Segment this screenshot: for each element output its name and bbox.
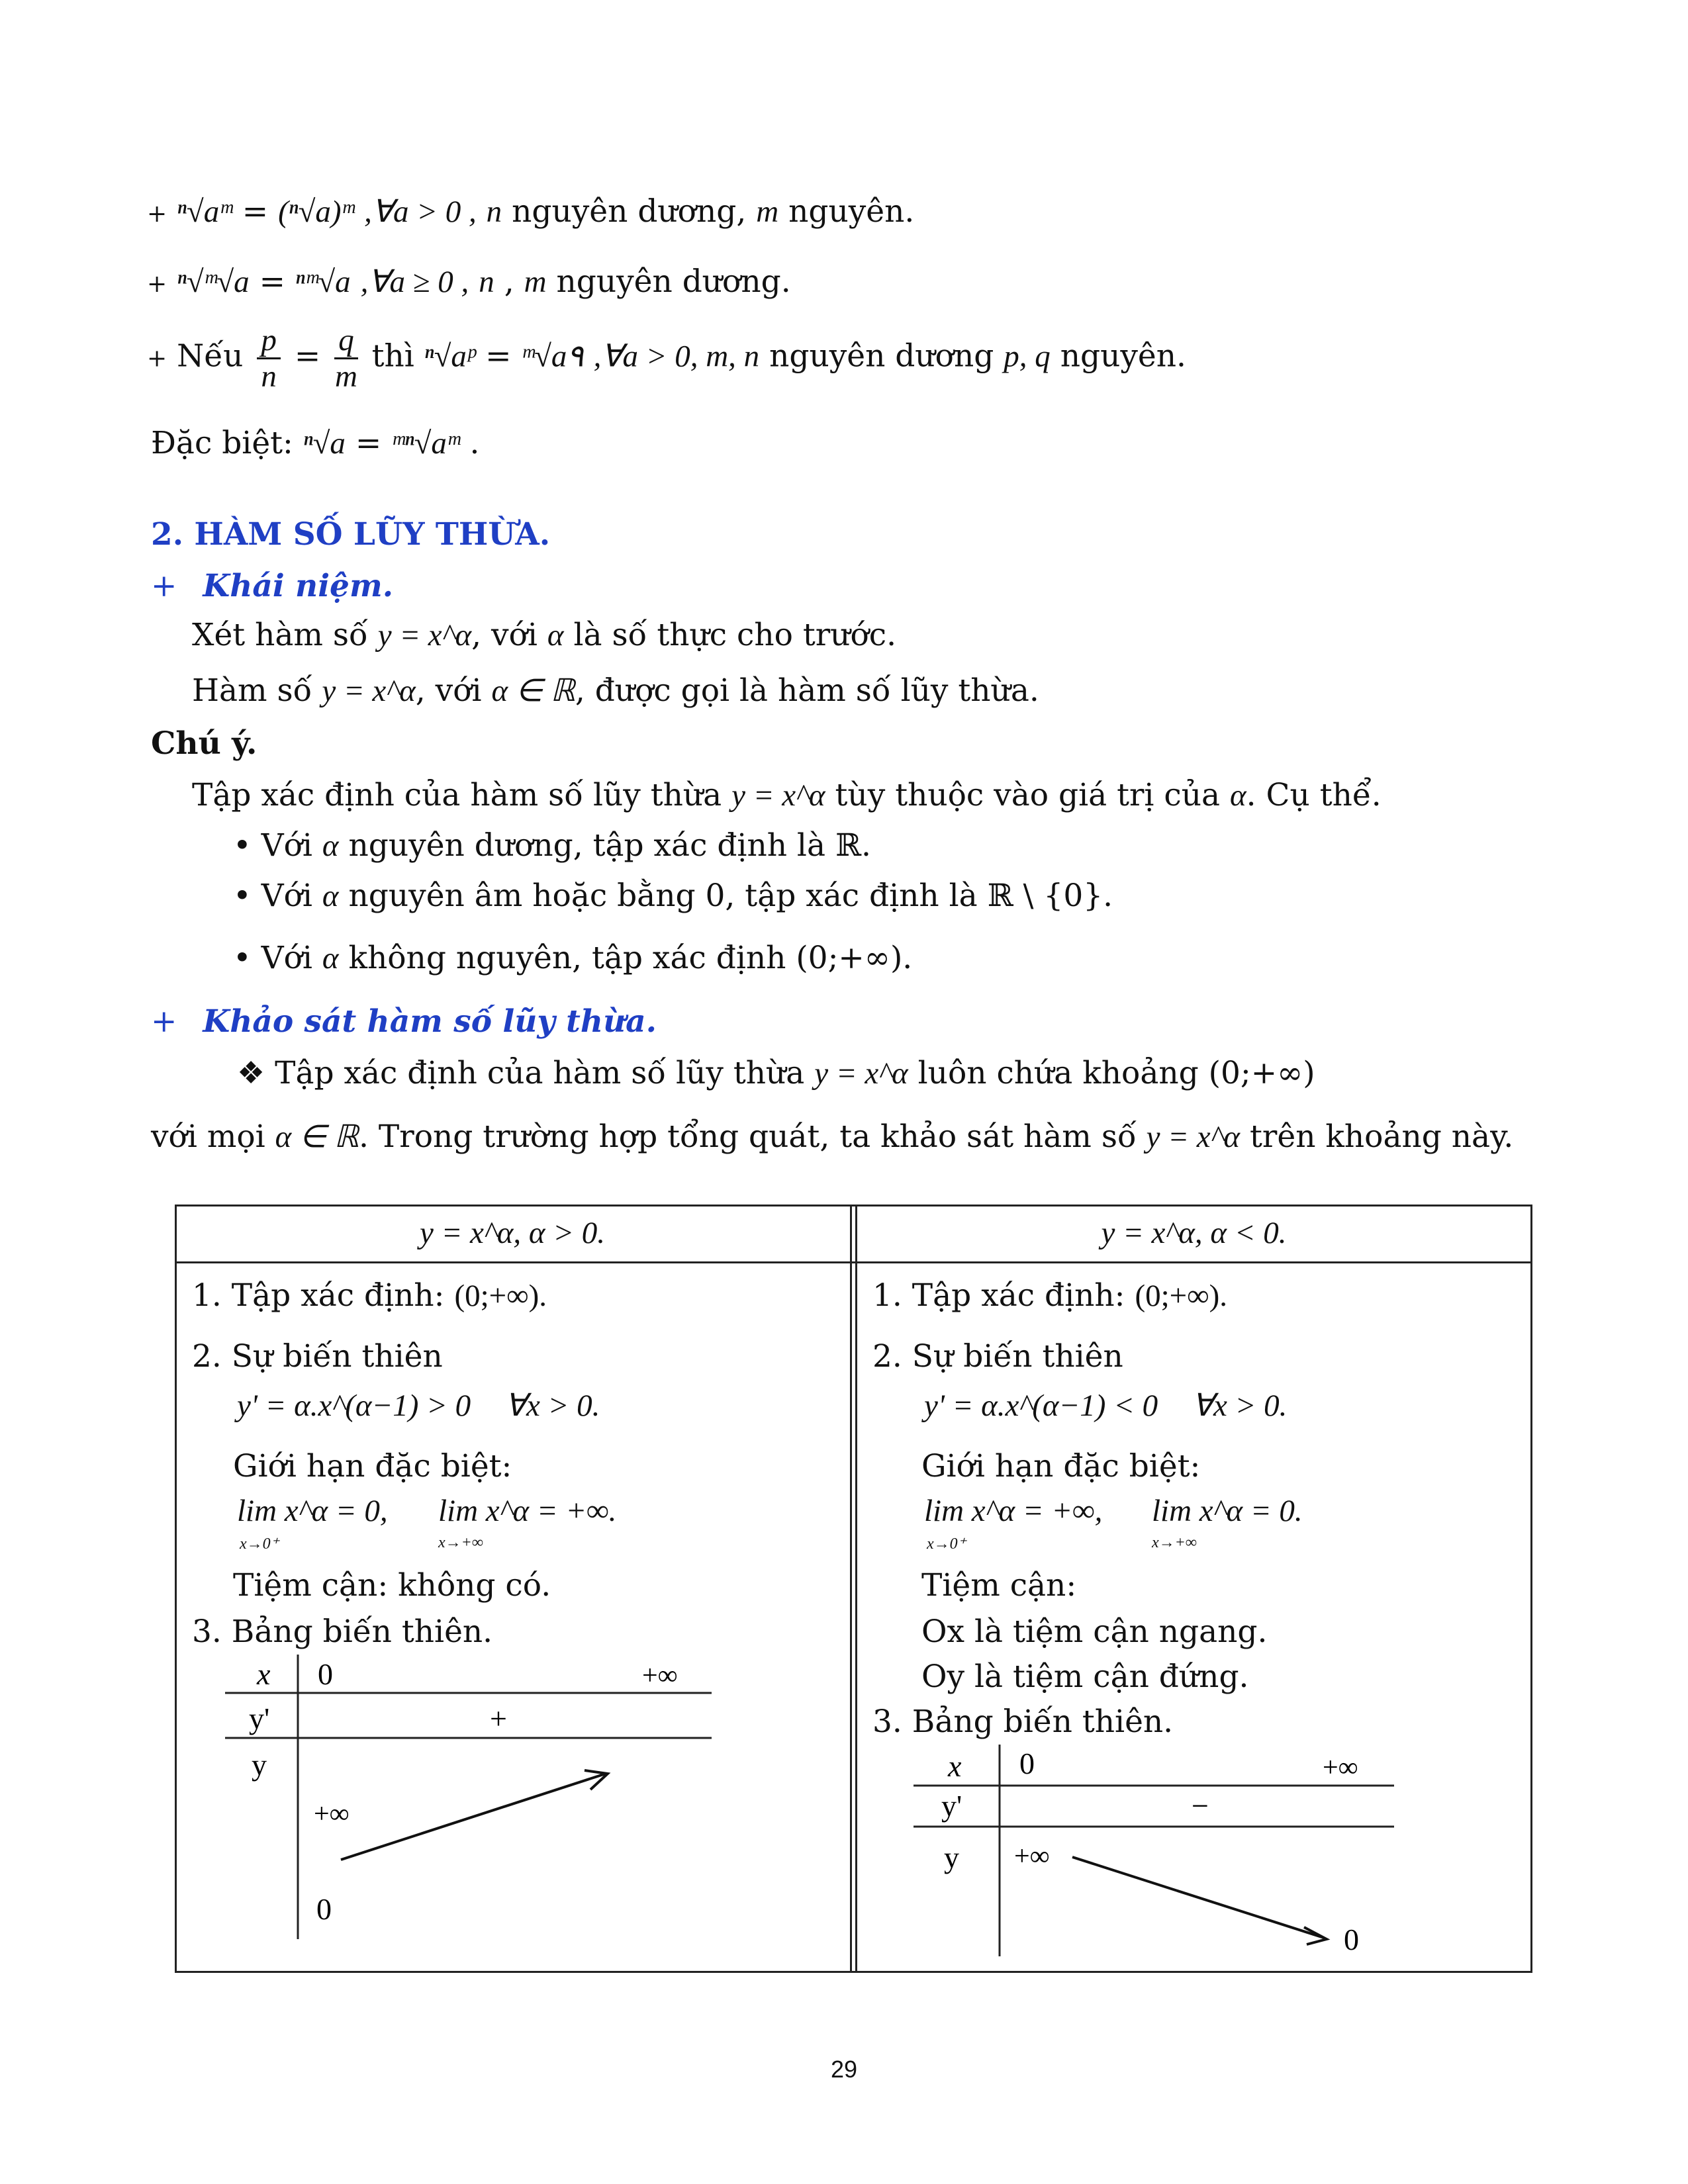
bullet-3: [233, 940, 912, 976]
formula: y = x^α: [377, 618, 472, 653]
right-limits-title: Giới hạn đặc biệt:: [921, 1448, 1201, 1484]
item-number: 3.: [192, 1614, 222, 1650]
bbt-sign: +: [490, 1702, 507, 1735]
bbt-y-label: y: [944, 1841, 959, 1874]
right-variation-table: [914, 1745, 1483, 1956]
formula-lhs: ⁿ√aᵖ: [424, 339, 476, 374]
bbt-x-start: 0: [318, 1657, 333, 1691]
label: Đặc biệt:: [151, 425, 293, 461]
var-n: n: [479, 265, 494, 299]
right-asymptote: Tiệm cận:: [921, 1567, 1077, 1604]
right-asymptote-vertical: Oy là tiệm cận đứng.: [921, 1659, 1249, 1695]
formula-lhs: ⁿ√aᵐ: [177, 195, 232, 229]
left-limit-2-sub: x→+∞: [438, 1534, 483, 1551]
formula: y = x^α: [731, 778, 825, 813]
dot: .: [469, 425, 480, 461]
domain: ℝ \ {0}.: [987, 878, 1113, 914]
formula: y = x^α: [814, 1056, 908, 1091]
bbt-x-end: +∞: [642, 1661, 678, 1691]
bullet: +: [147, 271, 167, 298]
left-item-2: [192, 1338, 443, 1375]
text: nguyên dương: [769, 338, 994, 375]
left-variation-table: [225, 1655, 728, 1946]
right-item-1: [872, 1277, 1227, 1314]
left-column-header: y = x^α, α > 0.: [419, 1216, 606, 1250]
text: luôn chứa khoảng: [917, 1055, 1199, 1091]
text: Xét hàm số: [192, 617, 368, 653]
equals: =: [485, 338, 512, 375]
left-item-1: [192, 1277, 547, 1314]
formula: y = x^α: [322, 674, 416, 708]
denominator: n: [261, 359, 277, 394]
survey-heading: [151, 1003, 657, 1040]
text: thì: [371, 338, 414, 375]
table-top-border: [175, 1205, 1532, 1206]
fraction-p-n: [257, 323, 281, 394]
for-all: ∀x > 0.: [1192, 1388, 1288, 1423]
separator: ,: [504, 263, 514, 300]
left-limits-title: Giới hạn đặc biệt:: [233, 1448, 512, 1484]
domain-value: (0;+∞).: [1135, 1279, 1228, 1313]
formula-rhs: ⁿᵐ√a: [295, 265, 351, 299]
note-line: [192, 777, 1382, 813]
condition: ,∀a ≥ 0 ,: [360, 265, 469, 299]
bbt-y-bottom: 0: [316, 1892, 332, 1926]
left-item-3: [192, 1614, 492, 1650]
right-asymptote-horizontal: Ox là tiệm cận ngang.: [921, 1614, 1268, 1650]
right-item-2: [872, 1338, 1123, 1375]
bbt-yprime-label: y': [249, 1702, 270, 1735]
rule-2: [147, 263, 791, 300]
text: nguyên dương,: [512, 193, 747, 230]
zero: 0: [705, 878, 726, 914]
survey-line-2: [151, 1118, 1513, 1155]
item-number: 2.: [872, 1338, 902, 1375]
denominator: m: [334, 359, 357, 394]
left-derivative: [237, 1387, 600, 1424]
bullet-1: [233, 827, 871, 864]
rule-3: [147, 323, 1186, 394]
numerator: p: [257, 323, 281, 359]
text: , với: [471, 617, 538, 653]
right-limit-2-sub: x→+∞: [1152, 1534, 1197, 1551]
formula: α ∈ ℝ: [275, 1120, 359, 1154]
left-limit-1: lim x^α = 0,: [237, 1494, 388, 1528]
text: • Với: [233, 827, 312, 864]
alpha: α: [1229, 778, 1246, 813]
left-asymptote: Tiệm cận: không có.: [233, 1567, 551, 1604]
item-text: Tập xác định:: [231, 1277, 445, 1314]
bullet-2: [233, 878, 1113, 914]
bullet: +: [147, 201, 167, 228]
var-m: m: [524, 265, 547, 299]
bullet: +: [147, 345, 167, 373]
text: Tập xác định của hàm số lũy thừa: [275, 1055, 805, 1091]
right-limit-1-sub: x→0⁺: [927, 1535, 966, 1553]
left-limit-1-sub: x→0⁺: [240, 1535, 279, 1553]
concept-heading: [151, 568, 393, 604]
derivative: y' = α.x^(α−1) < 0: [924, 1388, 1158, 1423]
arrow-up-icon: [341, 1774, 606, 1860]
concept-line-2: [192, 672, 1039, 709]
alpha-in-r: α ∈ ℝ: [491, 674, 575, 708]
alpha: α: [322, 941, 339, 976]
item-text: Sự biến thiên: [231, 1338, 443, 1375]
item-number: 3.: [872, 1704, 902, 1740]
item-text: Bảng biến thiên.: [231, 1614, 493, 1650]
var-pq: p, q: [1004, 339, 1051, 374]
var-m: m: [756, 195, 779, 229]
text: , tập xác định là: [725, 878, 978, 914]
right-limit-2: lim x^α = 0.: [1152, 1494, 1303, 1528]
bbt-y-label: y: [252, 1748, 267, 1782]
item-number: 1.: [192, 1277, 222, 1314]
text: . Cụ thể.: [1246, 777, 1382, 813]
equals: =: [259, 263, 285, 300]
formula-rhs: ᵐ√a۹: [521, 339, 584, 374]
survey-title: Khảo sát hàm số lũy thừa.: [203, 1003, 657, 1040]
survey-line-1: [237, 1055, 1315, 1091]
formula-rhs: (ⁿ√a)ᵐ: [278, 195, 355, 229]
interval: (0;+∞): [1208, 1055, 1315, 1091]
bullet: +: [151, 1003, 177, 1040]
bbt-y-top: +∞: [314, 1799, 350, 1829]
text: Hàm số: [192, 672, 312, 709]
arrow-down-icon: [1072, 1857, 1324, 1938]
for-all: ∀x > 0.: [504, 1388, 600, 1423]
text: nguyên âm hoặc bằng: [348, 878, 696, 914]
equals: =: [294, 338, 321, 375]
item-number: 2.: [192, 1338, 222, 1375]
bbt-x-label: x: [948, 1749, 962, 1783]
formula-lhs: ⁿ√ᵐ√a: [177, 265, 250, 299]
bbt-x-start: 0: [1019, 1747, 1035, 1780]
text: , được gọi là hàm số lũy thừa.: [575, 672, 1039, 709]
concept-line-1: [192, 617, 896, 653]
table-middle-border-b: [855, 1205, 857, 1972]
bbt-y-top: +∞: [1014, 1841, 1050, 1872]
text: với mọi: [151, 1118, 265, 1155]
text: Nếu: [177, 338, 244, 375]
var-n: n: [486, 195, 502, 229]
item-number: 1.: [872, 1277, 902, 1314]
condition: ,∀a > 0, m, n: [593, 339, 760, 374]
reals: ℝ.: [835, 827, 871, 864]
alpha: α: [322, 829, 339, 863]
text: , với: [415, 672, 482, 709]
diamond-icon: ❖: [237, 1055, 265, 1091]
bullet: +: [151, 568, 177, 604]
rule-1: [147, 193, 914, 230]
table-header-border: [175, 1261, 1532, 1263]
text: nguyên dương.: [556, 263, 791, 300]
text: . Trong trường hợp tổng quát, ta khảo sát hàm số: [359, 1118, 1137, 1155]
item-text: Sự biến thiên: [912, 1338, 1123, 1375]
condition: ,∀a > 0 ,: [364, 195, 477, 229]
text: là số thực cho trước.: [573, 617, 897, 653]
rule-special: [151, 425, 479, 461]
section-title: 2. HÀM SỐ LŨY THỪA.: [151, 516, 551, 553]
bbt-sign: −: [1192, 1789, 1209, 1823]
equals: =: [355, 425, 382, 461]
text: nguyên dương, tập xác định là: [348, 827, 825, 864]
fraction-q-m: [334, 323, 358, 394]
formula-lhs: ⁿ√a: [303, 426, 346, 461]
right-column-header: y = x^α, α < 0.: [1101, 1216, 1287, 1250]
text: tùy thuộc vào giá trị của: [835, 777, 1221, 813]
formula: y = x^α: [1146, 1120, 1241, 1154]
item-text: Bảng biến thiên.: [912, 1704, 1174, 1740]
text: trên khoảng này.: [1250, 1118, 1514, 1155]
domain-value: (0;+∞).: [454, 1279, 547, 1313]
domain: (0;+∞).: [796, 940, 913, 976]
numerator: q: [334, 323, 358, 359]
table-left-border: [175, 1205, 177, 1972]
equals: =: [242, 193, 269, 230]
text: nguyên.: [788, 193, 915, 230]
bbt-yprime-label: y': [941, 1789, 962, 1823]
table-bottom-border: [175, 1971, 1532, 1973]
derivative: y' = α.x^(α−1) > 0: [237, 1388, 471, 1423]
right-item-3: [872, 1704, 1173, 1740]
note-title: Chú ý.: [151, 725, 258, 762]
text: • Với: [233, 940, 312, 976]
page-number: 29: [830, 2056, 858, 2083]
concept-title: Khái niệm.: [203, 568, 394, 604]
formula-rhs: ᵐⁿ√aᵐ: [391, 426, 460, 461]
right-limit-1: lim x^α = +∞,: [924, 1494, 1103, 1528]
text: • Với: [233, 878, 312, 914]
bbt-y-bottom: 0: [1344, 1923, 1359, 1956]
alpha: α: [322, 879, 339, 913]
table-right-border: [1530, 1205, 1532, 1972]
text: nguyên.: [1060, 338, 1186, 375]
table-middle-border-a: [850, 1205, 852, 1972]
bbt-x-end: +∞: [1323, 1752, 1358, 1783]
item-text: Tập xác định:: [912, 1277, 1125, 1314]
left-limit-2: lim x^α = +∞.: [438, 1494, 617, 1528]
right-derivative: [924, 1387, 1287, 1424]
bbt-x-label: x: [257, 1657, 271, 1691]
text: Tập xác định của hàm số lũy thừa: [192, 777, 722, 813]
text: không nguyên, tập xác định: [348, 940, 786, 976]
alpha: α: [547, 618, 564, 653]
